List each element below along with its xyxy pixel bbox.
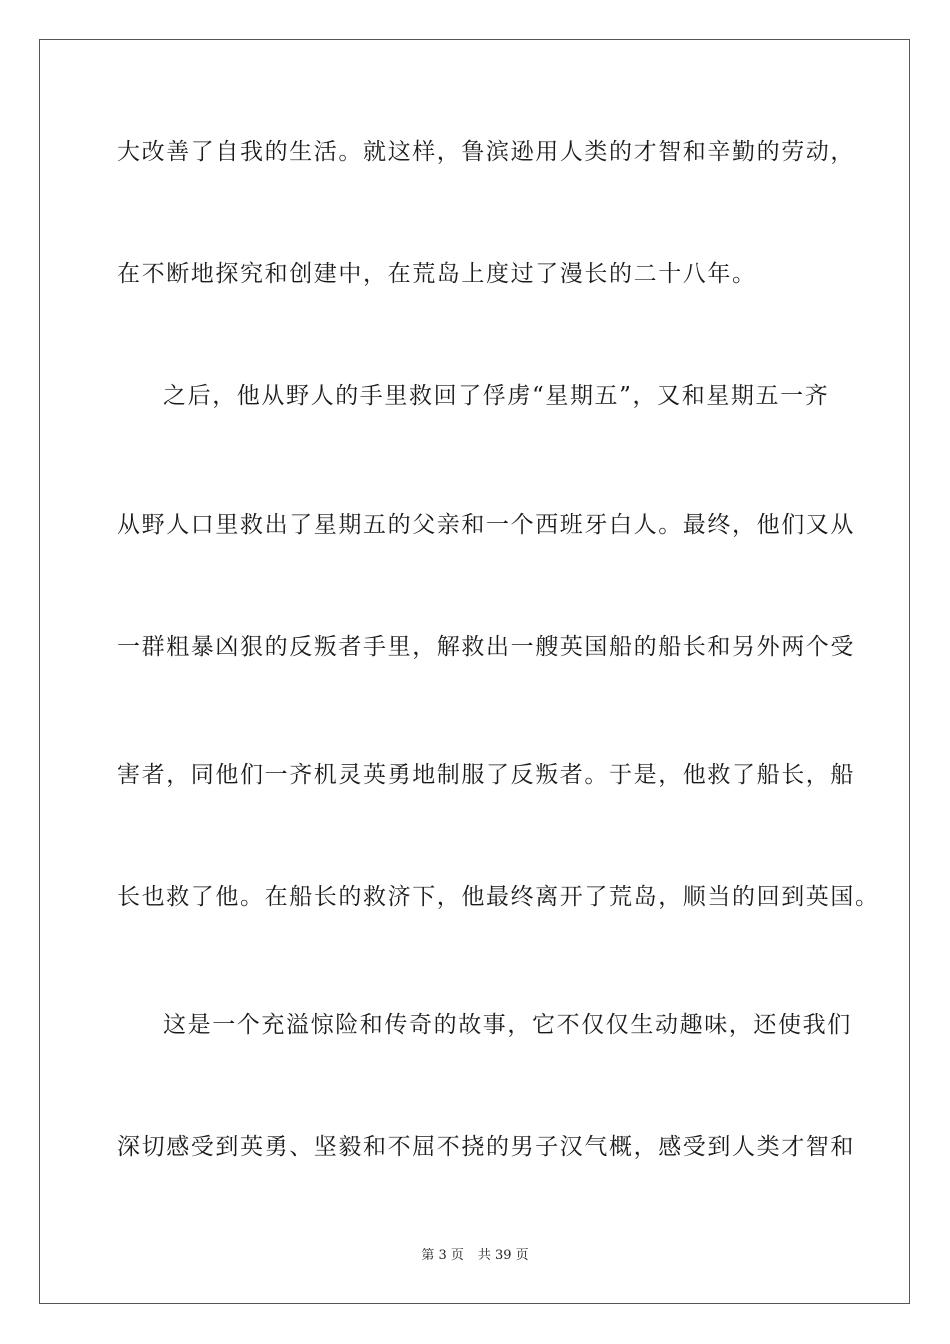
page-border (39, 39, 910, 1304)
paragraph-start-line: 之后，他从野人的手里救回了俘虏“星期五”，又和星期五一齐 (163, 383, 830, 409)
text-line: 深切感受到英勇、坚毅和不屈不挠的男子汉气概，感受到人类才智和 (117, 1134, 855, 1160)
total-pages: 共 39 页 (477, 1248, 529, 1263)
text-line: 害者，同他们一齐机灵英勇地制服了反叛者。于是，他救了船长，船 (117, 762, 855, 788)
paragraph-start-line: 这是一个充溢惊险和传奇的故事，它不仅仅生动趣味，还使我们 (163, 1012, 852, 1038)
page-footer (0, 1247, 950, 1265)
page-number: 第 3 页 (421, 1248, 464, 1263)
text-line: 长也救了他。在船长的救济下，他最终离开了荒岛，顺当的回到英国。 (117, 884, 880, 910)
text-line: 从野人口里救出了星期五的父亲和一个西班牙白人。最终，他们又从 (117, 512, 855, 538)
text-line: 在不断地探究和创建中，在荒岛上度过了漫长的二十八年。 (117, 261, 757, 287)
text-line: 大改善了自我的生活。就这样，鲁滨逊用人类的才智和辛勤的劳动， (117, 139, 855, 165)
text-line: 一群粗暴凶狠的反叛者手里，解救出一艘英国船的船长和另外两个受 (117, 634, 855, 660)
